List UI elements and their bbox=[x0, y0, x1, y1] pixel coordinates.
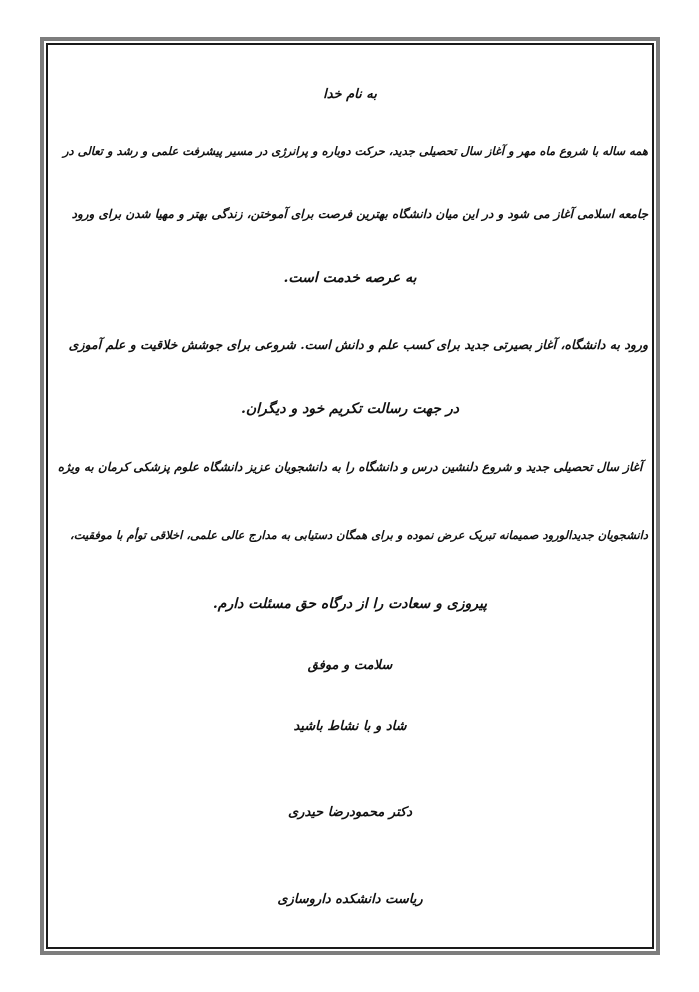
closing-line-2: شاد و با نشاط باشید bbox=[293, 719, 407, 734]
paragraph-3-line-3: پیروزی و سعادت را از درگاه حق مسئلت دارم. bbox=[212, 596, 488, 612]
paragraph-3-line-1: آغاز سال تحصیلی جدید و شروع دلنشین درس و دانشگاه را به دانشجویان عزیز دانشگاه علوم پزشکی کرمان به ویژه bbox=[57, 460, 643, 474]
paragraph-1-line-3: به عرصه خدمت است. bbox=[283, 270, 417, 286]
paragraph-1-line-2: جامعه اسلامی آغاز می شود و در این میان دانشگاه بهترین فرصت برای آموختن، زندگی بهتر و مهیا شدن برای ورود bbox=[71, 207, 648, 221]
signature-name: دکتر محمودرضا حیدری bbox=[287, 805, 412, 820]
paragraph-3-line-2: دانشجویان جدیدالورود صمیمانه تبریک عرض نموده و برای همگان دستیابی به مدارج عالی علمی، اخلاقی توأم با موفقیت، bbox=[70, 528, 648, 542]
signature-title: ریاست دانشکده داروسازی bbox=[277, 892, 423, 907]
letter-heading: به نام خدا bbox=[323, 87, 377, 102]
paragraph-2-line-1: ورود به دانشگاه، آغاز بصیرتی جدید برای کسب علم و دانش است. شروعی برای جوشش خلاقیت و علم آموزی bbox=[68, 337, 648, 352]
paragraph-2-line-2: در جهت رسالت تکریم خود و دیگران. bbox=[241, 401, 459, 417]
closing-line-1: سلامت و موفق bbox=[307, 658, 393, 673]
paragraph-1-line-1: همه ساله با شروع ماه مهر و آغاز سال تحصیلی جدید، حرکت دوباره و پرانرژی در مسیر پیشرفت علمی و رشد و تعالی در bbox=[62, 144, 648, 158]
